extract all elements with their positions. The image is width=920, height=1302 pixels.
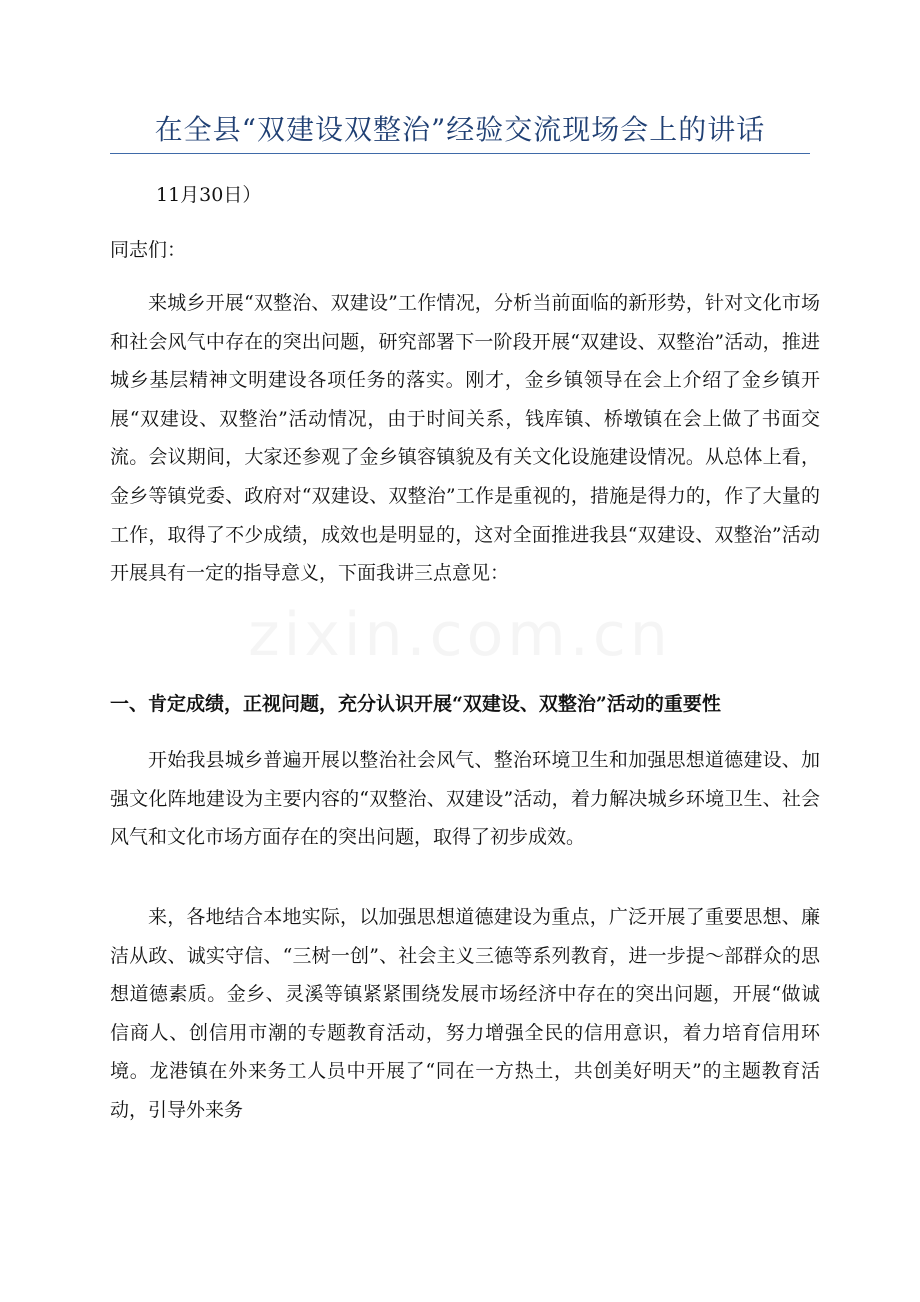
body-paragraph-1: 来城乡开展“双整治、双建设”工作情况，分析当前面临的新形势，针对文化市场和社会风气中存在的突出问题，研究部署下一阶段开展“双建设、双整治”活动，推进城乡基层精神文明建设各项任务的落实。刚才，金乡镇领导在会上介绍了金乡镇开展“双建设、双整治”活动情况，由于时间关系，钱库镇、桥墩镇在会上做了书面交流。会议期间，大家还参观了金乡镇容镇貌及有关文化设施建设情况。从总体上看，金乡等镇党委、政府对“双建设、双整治”工作是重视的，措施是得力的，作了大量的工作，取得了不少成绩，成效也是明显的，这对全面推进我县“双建设、双整治”活动开展具有一定的指导意义，下面我讲三点意见： — [110, 292, 820, 585]
speech-date: 11月30日） — [156, 184, 262, 206]
body-paragraph-2: 开始我县城乡普遍开展以整治社会风气、整治环境卫生和加强思想道德建设、加强文化阵地建设为主要内容的“双整治、双建设”活动，着力解决城乡环境卫生、社会风气和文化市场方面存在的突出问题，取得了初步成效。 — [110, 749, 820, 849]
document-title: 在全县“双建设双整治”经验交流现场会上的讲话 — [154, 113, 766, 146]
salutation: 同志们： — [110, 239, 187, 261]
watermark: zixin.com.cn — [248, 600, 672, 670]
body-paragraph-3: 来，各地结合本地实际，以加强思想道德建设为重点，广泛开展了重要思想、廉洁从政、诚实守信、“三树一创”、社会主义三德等系列教育，进一步提～部群众的思想道德素质。金乡、灵溪等镇紧紧围绕发展市场经济中存在的突出问题，开展“做诚信商人、创信用市潮的专题教育活动，努力增强全民的信用意识，着力培育信用环境。龙港镇在外来务工人员中开展了“同在一方热土，共创美好明天”的主题教育活动，引导外来务 — [110, 906, 820, 1121]
title-underline — [110, 153, 810, 154]
section-heading-1: 一、肯定成绩，正视问题，充分认识开展“双建设、双整治”活动的重要性 — [110, 693, 721, 715]
